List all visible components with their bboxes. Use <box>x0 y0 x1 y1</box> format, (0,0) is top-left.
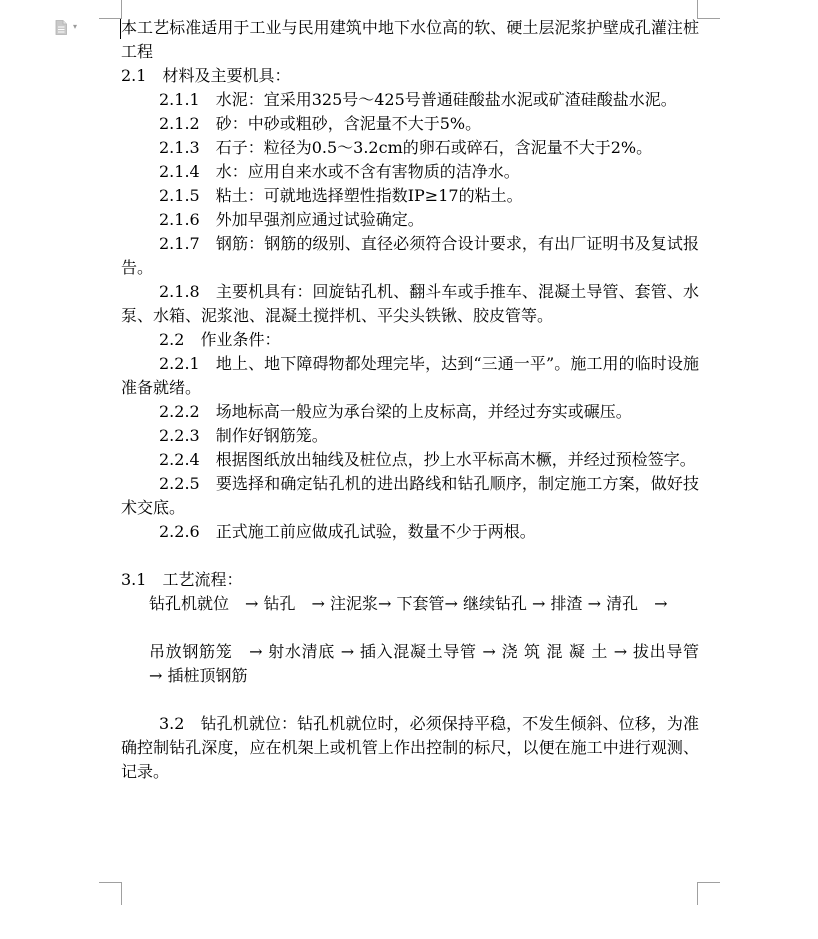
blank-line <box>121 616 699 640</box>
item-2-2-2: 2.2.2 场地标高一般应为承台梁的上皮标高，并经过夯实或碾压。 <box>159 402 632 421</box>
blank-line <box>121 688 699 712</box>
heading-2-1: 2.1 材料及主要机具： <box>121 66 291 85</box>
crop-mark-top-left <box>99 0 122 19</box>
document-body[interactable] <box>121 16 716 784</box>
item-2-1-7: 2.1.7 钢筋：钢筋的级别、直径必须符合设计要求，有出厂证明书及复试报告。 <box>121 234 699 277</box>
heading-2-2: 2.2 作业条件： <box>159 330 281 349</box>
item-2-1-3: 2.1.3 石子：粒径为0.5～3.2cm的卵石或碎石，含泥量不大于2%。 <box>159 138 653 157</box>
intro-paragraph: 本工艺标准适用于工业与民用建筑中地下水位高的软、硬土层泥浆护壁成孔灌注桩工程 <box>121 18 699 61</box>
item-2-2-6: 2.2.6 正式施工前应做成孔试验，数量不少于两根。 <box>159 522 536 541</box>
blank-line <box>121 544 699 568</box>
item-2-1-4: 2.1.4 水：应用自来水或不含有害物质的洁净水。 <box>159 162 520 181</box>
process-flow-line-1: 钻孔机就位 → 钻孔 → 注泥浆→ 下套管→ 继续钻孔 → 排渣 → 清孔 → <box>149 594 668 613</box>
process-flow-line-2: 吊放钢筋笼 → 射水清底 → 插入混凝土导管 → 浇 筑 混 凝 土 → 拔出导管 → 插桩顶钢筋 <box>149 642 716 685</box>
item-2-1-8: 2.1.8 主要机具有：回旋钻孔机、翻斗车或手推车、混凝土导管、套管、水泵、水箱、泥浆池、混凝土搅拌机、平尖头铁锹、胶皮管等。 <box>121 282 699 325</box>
item-3-2: 3.2 钻孔机就位：钻孔机就位时，必须保持平稳，不发生倾斜、位移，为准确控制钻孔深度，应在机架上或机管上作出控制的标尺，以便在施工中进行观测、记录。 <box>121 714 699 781</box>
item-2-2-3: 2.2.3 制作好钢筋笼。 <box>159 426 328 445</box>
chevron-down-icon[interactable]: ▾ <box>73 22 78 31</box>
crop-mark-top-right <box>697 0 720 19</box>
item-2-2-1: 2.2.1 地上、地下障碍物都处理完毕，达到“三通一平”。施工用的临时设施准备就绪。 <box>121 354 699 397</box>
item-2-1-1: 2.1.1 水泥：宜采用325号～425号普通硅酸盐水泥或矿渣硅酸盐水泥。 <box>159 90 677 109</box>
crop-mark-bottom-right <box>697 882 720 905</box>
crop-mark-bottom-left <box>99 882 122 905</box>
document-icon[interactable] <box>55 20 67 35</box>
item-2-2-5: 2.2.5 要选择和确定钻孔机的进出路线和钻孔顺序，制定施工方案，做好技术交底。 <box>121 474 699 517</box>
item-2-1-6: 2.1.6 外加早强剂应通过试验确定。 <box>159 210 424 229</box>
item-2-1-2: 2.1.2 砂：中砂或粗砂，含泥量不大于5%。 <box>159 114 482 133</box>
heading-3-1: 3.1 工艺流程： <box>121 570 243 589</box>
item-2-2-4: 2.2.4 根据图纸放出轴线及桩位点，抄上水平标高木橛，并经过预检签字。 <box>159 450 696 469</box>
item-2-1-5: 2.1.5 粘土：可就地选择塑性指数IP≥17的粘土。 <box>159 186 523 205</box>
